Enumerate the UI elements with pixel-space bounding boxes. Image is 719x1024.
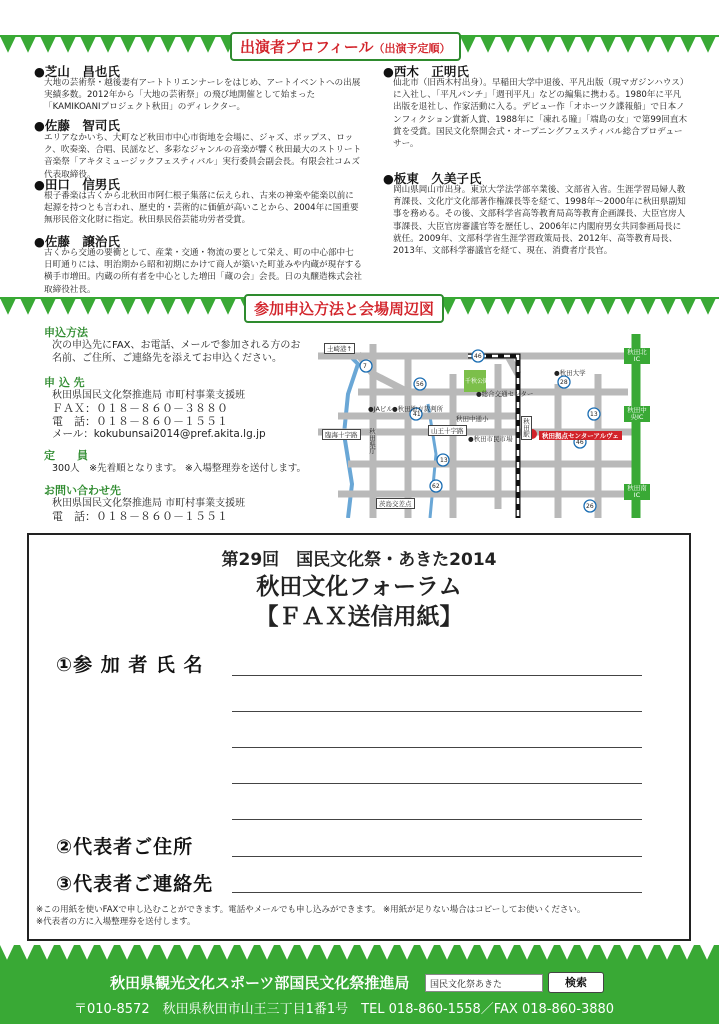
pennant-flag	[560, 36, 576, 53]
pennant-flag	[540, 36, 556, 53]
pennant-flag	[60, 945, 74, 960]
pennant-flag	[620, 298, 636, 315]
map-route-56: 56	[416, 381, 424, 388]
pennant-flag	[80, 298, 96, 315]
pennant-flag	[460, 36, 476, 53]
pennant-flag	[300, 945, 314, 960]
pennant-flag	[400, 945, 414, 960]
pennant-flag	[360, 945, 374, 960]
map-label-ic-south: 秋田南IC	[624, 484, 650, 500]
map-route-28: 28	[560, 379, 568, 386]
pennant-flag	[20, 36, 36, 53]
pennant-flag	[620, 945, 634, 960]
pennant-flag	[240, 945, 254, 960]
profiles-section-title	[230, 32, 461, 61]
pennant-flag	[480, 945, 494, 960]
map-drawing	[318, 334, 658, 518]
map-label-sogo: ●総合交通センター	[476, 390, 534, 398]
apply-dest-heading: 申 込 先	[44, 376, 85, 389]
apply-dest-fax: ＦＡＸ：０１８－８６０－３８８０	[52, 402, 228, 415]
map-route-46b: 46	[576, 439, 584, 446]
pennant-flag	[140, 36, 156, 53]
pennant-flag	[620, 36, 636, 53]
fax-form-note-2: ※代表者の方に入場整理券を送付します。	[36, 917, 196, 927]
map-route-26: 26	[586, 503, 594, 510]
pennant-flag	[700, 36, 716, 53]
fax-form-forum-title: 秋田文化フォーラム	[256, 574, 462, 600]
pennant-flag	[200, 298, 216, 315]
profile-text-sato-joji: 古くから交通の要衝として、産業・交通・物流の要として栄え、町の中心部中七日町通りには、明治期から昭和初期にかけて商人が築いた町並みや内蔵が現存する横手市増田。内蔵の所有者を中心とした増田「蔵の会」会長。日の丸醸造株式会社取締役社長。	[44, 248, 362, 295]
pennant-flag	[460, 945, 474, 960]
pennant-flag	[180, 945, 194, 960]
map-label-ibaraki: 茨島交差点	[376, 498, 415, 509]
pennant-flag	[500, 298, 516, 315]
pennant-flag	[320, 945, 334, 960]
pennant-flag	[700, 945, 714, 960]
profile-name-nishiki: ●西木 正明氏	[383, 64, 469, 79]
map-label-ic-central: 秋田中央IC	[624, 406, 650, 422]
profile-name-taguchi: ●田口 信男氏	[34, 177, 120, 192]
contact-tel: 電 話：０１８－８６０－１５５１	[52, 510, 228, 523]
pennant-flag	[380, 945, 394, 960]
pennant-flag	[20, 298, 36, 315]
participant-name-line-1[interactable]	[232, 675, 642, 676]
pennant-flag	[220, 945, 234, 960]
pennant-flag	[220, 298, 236, 315]
fax-form-note-1: ※この用紙を使いFAXで申し込むことができます。電話やメールでも申し込みができます。 ※用紙が足りない場合はコピーしてお使いください。	[36, 905, 586, 915]
pennant-flag	[480, 298, 496, 315]
profile-text-taguchi: 根子番楽は古くから北秋田市阿仁根子集落に伝えられ、古来の神楽や能楽以前に起源を持つとも言われ、歴史的・芸術的に価値が高いことから、2004年に国重要無形民俗文化財に指定。秋田県民俗芸能功労者受賞。	[44, 191, 359, 226]
fax-form-fax-title: 【ＦＡＸ送信用紙】	[255, 604, 463, 630]
pennant-flag	[600, 945, 614, 960]
pennant-flag	[580, 298, 596, 315]
pennant-flag	[680, 36, 696, 53]
pennant-flag	[200, 945, 214, 960]
pennant-flag	[680, 945, 694, 960]
pennant-flag	[600, 298, 616, 315]
pennant-flag	[540, 945, 554, 960]
pennant-flag	[0, 298, 16, 315]
pennant-flag	[140, 298, 156, 315]
pennant-flag	[160, 945, 174, 960]
map-label-ic-north: 秋田北IC	[624, 348, 650, 364]
pennant-flag	[260, 945, 274, 960]
participant-name-line-2[interactable]	[232, 711, 642, 712]
pennant-flag	[80, 36, 96, 53]
map-label-venue: 秋田拠点センターアルヴェ	[539, 431, 622, 440]
pennant-flag	[60, 298, 76, 315]
pennant-flag	[500, 36, 516, 53]
pennant-flag	[480, 36, 496, 53]
footer-search-button[interactable]	[548, 972, 604, 993]
pennant-flag	[640, 298, 656, 315]
map-route-7: 7	[363, 363, 367, 370]
pennant-flag	[180, 298, 196, 315]
map-label-market: ●秋田市民市場	[468, 435, 513, 443]
pennant-flag	[420, 945, 434, 960]
pennant-flag	[640, 945, 654, 960]
pennant-flag	[280, 945, 294, 960]
map-label-dosaki: 土崎港↑	[324, 343, 355, 354]
pennant-flag	[560, 945, 574, 960]
map-route-41: 41	[413, 411, 421, 418]
pennant-flag	[340, 945, 354, 960]
pennant-flag	[640, 36, 656, 53]
map-label-sanno: 山王十字路	[428, 425, 467, 436]
pennant-flag	[580, 945, 594, 960]
pennant-flag	[140, 945, 154, 960]
pennant-flag	[660, 298, 676, 315]
pennant-flag	[520, 298, 536, 315]
footer-org: 秋田県観光文化スポーツ部国民文化祭推進局	[110, 974, 410, 992]
map-label-court: ●秋田地方裁判所	[392, 405, 444, 413]
pennant-flag	[500, 945, 514, 960]
pennant-flag	[180, 36, 196, 53]
pennant-flag	[40, 945, 54, 960]
pennant-flag	[40, 36, 56, 53]
pennant-flag	[100, 298, 116, 315]
profile-name-bando: ●板東 久美子氏	[383, 171, 482, 186]
apply-method-heading: 申込方法	[44, 326, 88, 339]
pennant-flag	[600, 36, 616, 53]
pennant-flag	[120, 298, 136, 315]
pennant-flag	[100, 945, 114, 960]
map-route-13b: 13	[590, 411, 598, 418]
map-route-46: 46	[474, 353, 482, 360]
capacity-text: 300人 ※先着順となります。 ※入場整理券を送付します。	[52, 463, 307, 474]
pennant-flag	[200, 36, 216, 53]
map-label-chuo-school: 秋田中通小	[456, 415, 489, 423]
profiles-title-note: （出演予定順）	[373, 42, 451, 55]
pennant-flag	[520, 945, 534, 960]
pennant-flag	[520, 36, 536, 53]
contact-line[interactable]	[232, 892, 642, 893]
map-label-senshu-park: 千秋公園	[465, 378, 490, 385]
pennant-flag	[80, 945, 94, 960]
pennant-flag	[440, 945, 454, 960]
footer-pennants	[0, 945, 719, 963]
map-label-akita-station: 秋田駅	[522, 418, 530, 438]
profile-text-sato-satoshi: エリアなかいち、大町など秋田市中心市街地を会場に、ジャズ、ポップス、ロック、吹奏楽、合唱、民謡など、多彩なジャンルの音楽が響く秋田最大のストリート音楽祭「アキタミュージックフェスティバル」実行委員会副会長。有限会社コムズ代表取締役。	[44, 133, 362, 180]
pennant-flag	[60, 36, 76, 53]
search-button-label: 検索	[565, 976, 587, 989]
apply-section-title: 参加申込方法と会場周辺図	[244, 294, 444, 323]
apply-dest-org: 秋田県国民文化祭推進局 市町村事業支援班	[52, 390, 246, 401]
profile-text-shibayama: 大地の芸術祭・越後妻有アートトリエンナーレをはじめ、アートイベントへの出展実績多数。2012年から「大地の芸術祭」の飛び地開催として始まった「KAMIKOANIプロジェクト秋田」のディレクター。	[44, 78, 361, 113]
pennant-flag	[560, 298, 576, 315]
pennant-flag	[100, 36, 116, 53]
profile-name-sato-joji: ●佐藤 譲治氏	[34, 234, 120, 249]
pennant-flag	[580, 36, 596, 53]
pennant-flag	[660, 36, 676, 53]
map-label-rinkai: 臨海十字路	[322, 429, 361, 440]
pennant-flag	[680, 298, 696, 315]
map-label-prefectural-office: 秋田県庁	[368, 428, 376, 454]
pennant-flag	[120, 36, 136, 53]
pennant-flag	[660, 945, 674, 960]
fax-form-event-title: 第29回 国民文化祭・あきた2014	[221, 550, 497, 570]
pennant-flag	[0, 36, 16, 53]
apply-method-text: 次の申込先にFAX、お電話、メールで参加される方のお名前、ご住所、ご連絡先を添えてお申込ください。	[52, 340, 301, 364]
profile-text-nishiki: 仙北市（旧西木村出身）。早稲田大学中退後、平凡出版（現マガジンハウス）に入社し、「平凡パンチ」「週刊平凡」などの編集に携わる。1980年に平凡出版を退社し、作家活動に入る。デビュー作「オホーツク諜報船」で日本ノンフィクション賞新人賞、1988年に「凍れる瞳」「端島の女」で第99回直木賞を受賞。国民文化祭開会式・オープニングフェスティバル総合プロデューサー。	[393, 78, 689, 150]
pennant-flag	[0, 945, 14, 960]
footer-address: 〒010-8572 秋田県秋田市山王三丁目1番1号 TEL 018-860-1558／FAX 018-860-3880	[74, 1002, 615, 1017]
profiles-title-text: 出演者プロフィール	[240, 38, 374, 56]
pennant-flag	[40, 298, 56, 315]
pennant-flag	[460, 298, 476, 315]
apply-dest-tel: 電 話：０１８－８６０－１５５１	[52, 415, 228, 428]
participant-name-line-4[interactable]	[232, 783, 642, 784]
venue-map	[318, 334, 658, 518]
address-line[interactable]	[232, 856, 642, 857]
apply-dest-mail-link[interactable]: メール：kokubunsai2014@pref.akita.lg.jp	[52, 428, 266, 440]
footer-search-input[interactable]: 国民文化祭あきた	[425, 974, 543, 992]
map-label-akita-univ: ●秋田大学	[554, 369, 586, 377]
pennant-flag	[120, 945, 134, 960]
field-contact-label: ③代表者ご連絡先	[56, 873, 214, 895]
pennant-flag	[160, 298, 176, 315]
field-address-label: ②代表者ご住所	[56, 836, 194, 858]
capacity-heading: 定 員	[44, 449, 88, 462]
map-route-13: 13	[440, 457, 448, 464]
profile-text-bando: 岡山県岡山市出身。東京大学法学部卒業後、文部省入省。生涯学習局婦人教育課長、文化庁文化部著作権課長等を経て、1998年〜2000年に秋田県副知事を務める。その後、文部科学省高等教育局高等教育企画課長、大臣官房人事課長、大臣官房審議官等を歴任し、2006年に内閣府男女共同参画局長に就任。2009年、文部科学省生涯学習政策局長、2012年、高等教育局長、2013年、文部科学審議官を経て、現在、消費者庁長官。	[393, 185, 686, 257]
map-route-62: 62	[432, 483, 440, 490]
field-participant-name-label: ①参 加 者 氏 名	[56, 654, 204, 676]
participant-name-line-3[interactable]	[232, 747, 642, 748]
profile-name-sato-satoshi: ●佐藤 智司氏	[34, 118, 120, 133]
contact-heading: お問い合わせ先	[44, 484, 121, 497]
profile-name-shibayama: ●芝山 昌也氏	[34, 64, 120, 79]
participant-name-line-5[interactable]	[232, 819, 642, 820]
contact-org: 秋田県国民文化祭推進局 市町村事業支援班	[52, 498, 246, 509]
pennant-flag	[20, 945, 34, 960]
pennant-flag	[160, 36, 176, 53]
map-label-ja-building: ●JAビル	[368, 405, 393, 413]
pennant-flag	[540, 298, 556, 315]
pennant-flag	[700, 298, 716, 315]
